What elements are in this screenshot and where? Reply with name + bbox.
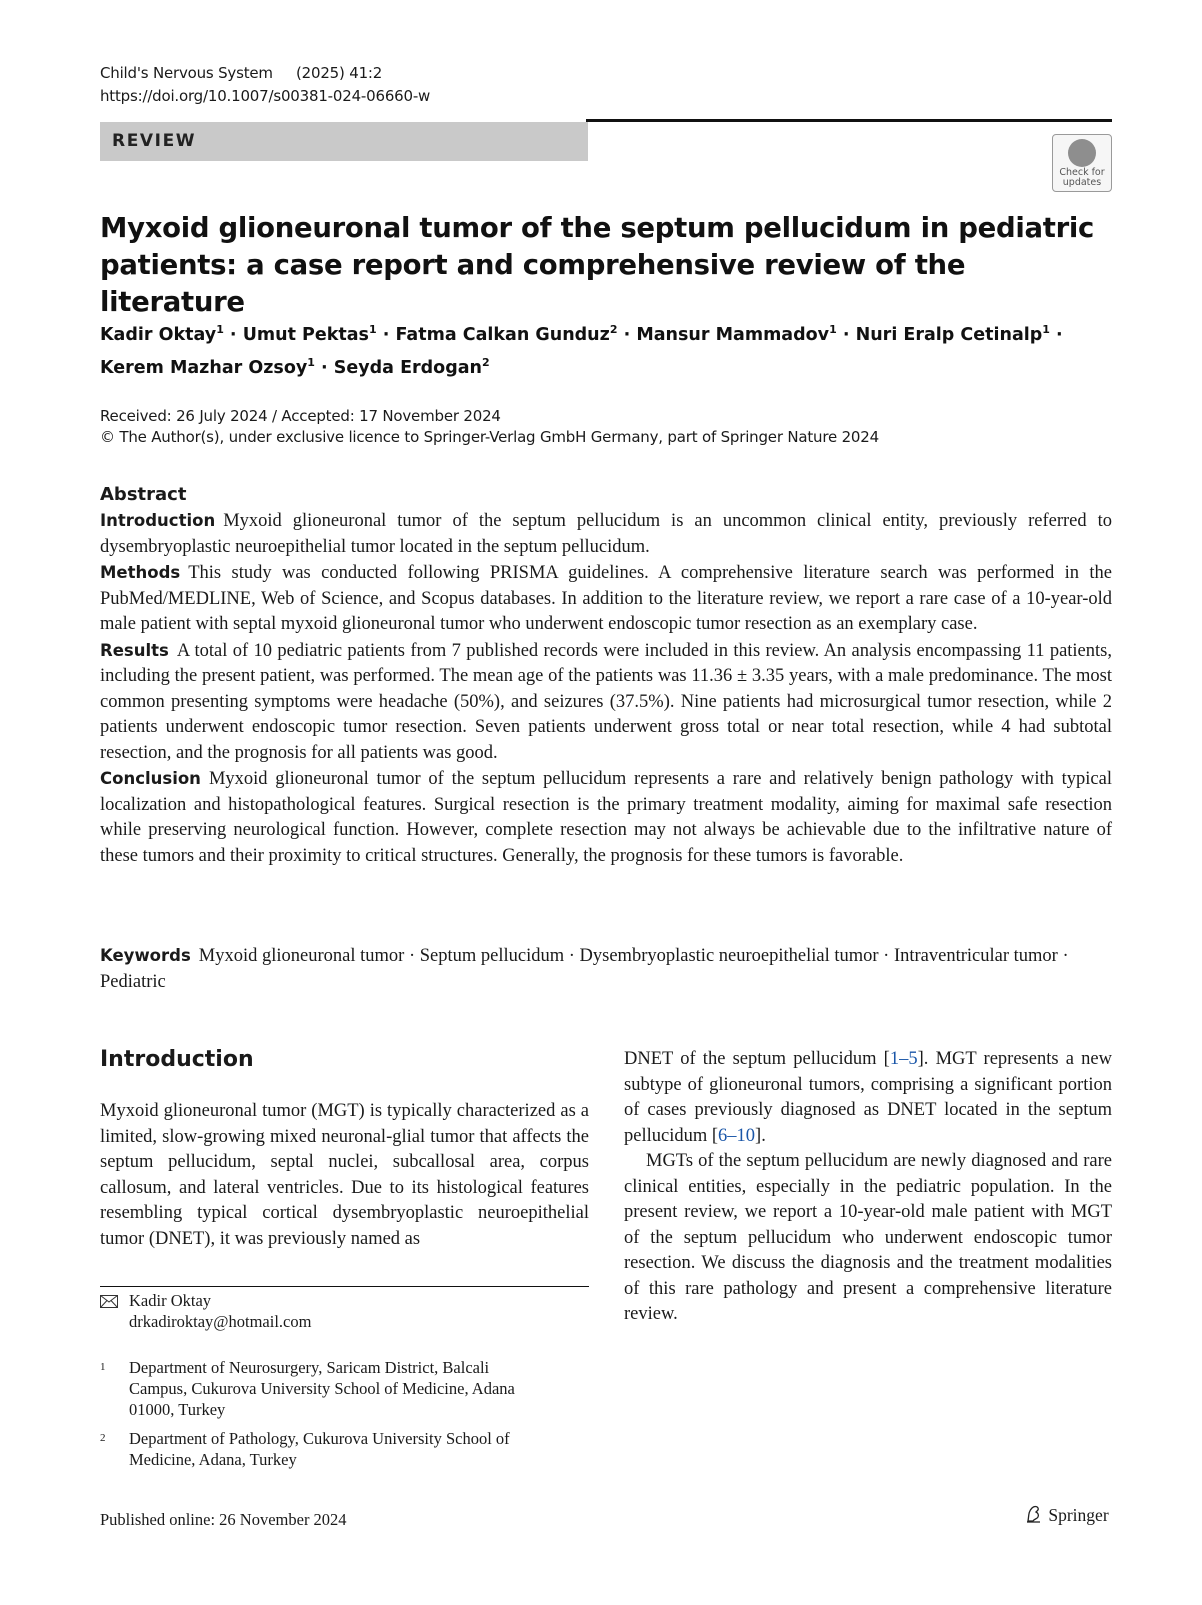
author-name[interactable]: Umut Pektas	[242, 324, 369, 345]
abstract-section	[100, 560, 1112, 638]
abstract-section	[100, 638, 1112, 767]
author-name[interactable]: Kerem Mazhar Ozsoy	[100, 357, 308, 378]
corresponding-name: Kadir Oktay	[129, 1291, 212, 1310]
published-online: Published online: 26 November 2024	[100, 1510, 347, 1529]
footnote-rule	[100, 1286, 589, 1287]
article-dates	[100, 406, 879, 448]
author-name[interactable]: Mansur Mammadov	[636, 324, 830, 345]
intro-right-column	[624, 1047, 1112, 1328]
intro-text: DNET of the septum pellucidum [	[624, 1049, 890, 1069]
abstract-body	[100, 508, 1112, 869]
author-list: Kadir Oktay$^1$ · Umut Pektas$^1$ · Fatma Calkan Gunduz$^2$ · Mansur Mammadov$^1$ · Nuri Eralp Cetinalp$^1$ · Kerem Mazhar Ozsoy$^1$ · Seyda Erdogan$^2$	[100, 323, 1063, 378]
author-name[interactable]: Fatma Calkan Gunduz	[395, 324, 610, 345]
author-aff: 1	[216, 323, 224, 336]
article-type-label: REVIEW	[112, 131, 197, 151]
corresponding-email[interactable]: drkadiroktay@hotmail.com	[129, 1312, 312, 1331]
affiliation-number: 1	[100, 1361, 106, 1373]
received-accepted: Received: 26 July 2024 / Accepted: 17 November 2024	[100, 407, 501, 425]
journal-name: Child's Nervous System	[100, 64, 273, 82]
author-aff: 1	[1042, 323, 1050, 336]
abstract-text: This study was conducted following PRISMA guidelines. A comprehensive literature search was performed in the PubMed/MEDLINE, Web of Science, and Scopus databases. In addition to the literature review, we report a rare case of a 10-year-old male patient with septal myxoid glioneuronal tumor who underwent endoscopic tumor resection as an exemplary case.	[100, 563, 1112, 634]
keywords-text: Myxoid glioneuronal tumor · Septum pellucidum · Dysembryoplastic neuroepithelial tumor · Intraventricular tumor · Pediatric	[100, 946, 1069, 992]
abstract-section	[100, 508, 1112, 560]
header-rule	[586, 119, 1112, 122]
intro-text: ].	[755, 1125, 766, 1146]
crossmark-icon	[1068, 139, 1096, 167]
abstract-section	[100, 766, 1112, 869]
abstract-label: Introduction	[100, 511, 216, 530]
author-aff: 1	[829, 323, 837, 336]
author-name[interactable]: Seyda Erdogan	[333, 357, 483, 378]
journal-volume: (2025) 41:2	[296, 64, 383, 82]
copyright-line: © The Author(s), under exclusive licence to Springer-Verlag GmbH Germany, part of Springer Nature 2024	[100, 428, 879, 446]
intro-text: ]. MGT represents a new subtype of glioneuronal tumors, comprising a significant portion of cases previously diagnosed as DNET located in the septum pellucidum [	[624, 1049, 1112, 1146]
badge-text-line2: updates	[1062, 177, 1102, 188]
author-aff: 1	[368, 323, 377, 336]
introduction-heading: Introduction	[100, 1047, 254, 1072]
citation-link[interactable]: 6–10	[718, 1125, 756, 1146]
intro-paragraph	[624, 1047, 1112, 1149]
abstract-label: Conclusion	[100, 769, 201, 788]
doi-link[interactable]: https://doi.org/10.1007/s00381-024-06660-w	[100, 87, 431, 105]
publisher-logo	[1024, 1504, 1109, 1526]
affiliation-number: 2	[100, 1432, 106, 1444]
envelope-icon	[100, 1295, 118, 1308]
affiliation-text: Department of Neurosurgery, Saricam District, Balcali Campus, Cukurova University School of Medicine, Adana 01000, Turkey	[129, 1358, 515, 1419]
corresponding-author	[129, 1290, 311, 1332]
badge-text-line1: Check for	[1059, 167, 1105, 178]
author-aff: 1	[307, 355, 315, 369]
author-name[interactable]: Nuri Eralp Cetinalp	[855, 324, 1043, 345]
abstract-text: A total of 10 pediatric patients from 7 published records were included in this review. An analysis encompassing 11 patients, including the present patient, was performed. The mean age of the patients was 11.36 ± 3.35 years, with a male predominance. The most common presenting symptoms were headache (50%), and seizures (37.5%). Nine patients had microsurgical tumor resection, while 2 patients underwent endoscopic tumor resection. Seven patients underwent gross total or near total resection, while 4 had subtotal resection, and the prognosis for all patients was good.	[100, 640, 1112, 763]
affiliation-text: Department of Pathology, Cukurova University School of Medicine, Adana, Turkey	[129, 1429, 510, 1469]
abstract-text: Myxoid glioneuronal tumor of the septum pellucidum represents a rare and relatively benign pathology with typical localization and histopathological features. Surgical resection is the primary treatment modality, aiming for maximal safe resection while preserving neurological function. However, complete resection may not always be achievable due to the infiltrative nature of these tumors and their proximity to critical structures. Generally, the prognosis for these tumors is favorable.	[100, 769, 1112, 866]
check-for-updates-badge[interactable]	[1052, 134, 1112, 192]
publisher-name: Springer	[1048, 1505, 1109, 1525]
article-title: Myxoid glioneuronal tumor of the septum pellucidum in pediatric patients: a case report and comprehensive review of the literature	[100, 212, 1094, 318]
author-name[interactable]: Kadir Oktay	[100, 324, 217, 345]
author-aff: 2	[609, 323, 618, 336]
springer-horse-icon	[1024, 1504, 1044, 1524]
abstract-heading: Abstract	[100, 484, 187, 505]
keywords-label: Keywords	[100, 946, 191, 965]
abstract-text: Myxoid glioneuronal tumor of the septum pellucidum is an uncommon clinical entity, previously referred to dysembryoplastic neuroepithelial tumor located in the septum pellucidum.	[100, 511, 1112, 557]
intro-paragraph: MGTs of the septum pellucidum are newly diagnosed and rare clinical entities, especially in the pediatric population. In the present review, we report a 10-year-old male patient with MGT of the septum pellucidum who underwent endoscopic tumor resection. We discuss the diagnosis and the treatment modalities of this rare pathology and present a comprehensive literature review.	[624, 1151, 1112, 1324]
author-aff: 2	[482, 355, 490, 369]
abstract-label: Methods	[100, 563, 181, 582]
abstract-label: Results	[100, 640, 169, 660]
intro-left-paragraph: Myxoid glioneuronal tumor (MGT) is typically characterized as a limited, slow-growing mixed neuronal-glial tumor that affects the septum pellucidum, septal nuclei, subcallosal area, corpus callosum, and lateral ventricles. Due to its histological features resembling typical cortical dysembryoplastic neuroepithelial tumor (DNET), it was previously named as	[100, 1101, 589, 1249]
citation-link[interactable]: 1–5	[889, 1049, 918, 1069]
keywords	[100, 943, 1112, 995]
